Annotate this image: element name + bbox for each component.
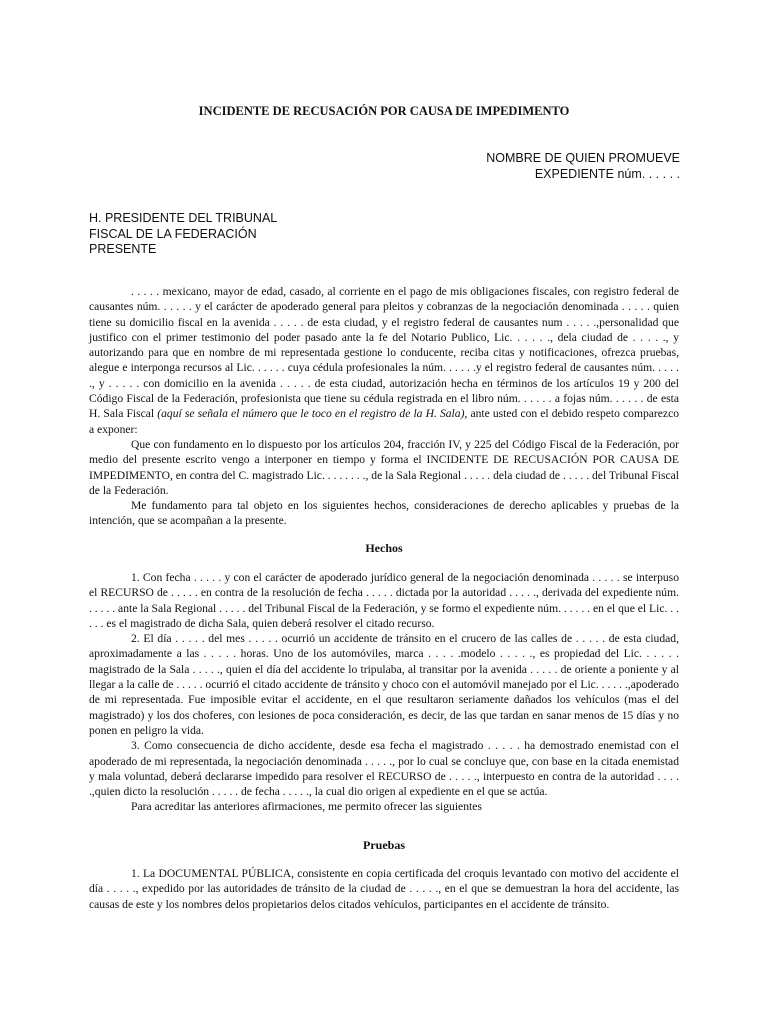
addressee-line: PRESENTE — [89, 242, 157, 256]
promovente-name-line: NOMBRE DE QUIEN PROMUEVE — [486, 151, 680, 165]
document-title: INCIDENTE DE RECUSACIÓN POR CAUSA DE IMPEDIMENTO — [198, 104, 570, 118]
intro-text-a: . . . . . mexicano, mayor de edad, casado, al corriente en el pago de mis obligaciones fiscales, con registro federal de causantes núm. . . . . . y el carácter de apoderado general para pleitos y cobranzas de la negociación denominada . . . . . quien tiene su domicilio fiscal en la avenida . . . . . de esta ciudad, y el registro federal de causantes num . . . . .,personalidad que justifico con el primer testimonio del poder pasado ante la fe del Notario Publico, Lic. . . . . ., dela ciudad de . . . . ., y autorizando para que en nombre de mi representada gestione lo conducente, reciba citas y notificaciones, ofrezca pruebas, alegue e interponga recursos al Lic. . . . . . cuya cédula profesionales la núm. . . . . .y el registro federal de causantes núm. . . . . ., y . . . . . con domicilio en la avenida . . . . . de esta ciudad, autorización hecha en términos de los artículos 19 y 200 del Código Fiscal de la Federación, profesionista que tiene su cédula registrada en el libro núm. . . . . . a fojas núm. . . . . . de esta H. Sala Fiscal — [89, 285, 679, 421]
addressee-line: FISCAL DE LA FEDERACIÓN — [89, 226, 257, 241]
prueba-paragraph: 1. La DOCUMENTAL PÚBLICA, consistente en copia certificada del croquis levantado con motivo del accidente el día . . . . ., expedido por las autoridades de tránsito de la ciudad de . . . . ., en el que se demuestran la hora del accidente, las causas de este y los nombres delos propietarios delos citados vehículos, participantes en el accidente de tránsito. — [89, 867, 679, 911]
hechos-section — [89, 570, 679, 815]
pruebas-section — [89, 866, 679, 912]
intro-text-b: ante usted con el debido respeto comparezco a exponer: — [89, 407, 680, 436]
hecho-paragraph: 2. El día . . . . . del mes . . . . . ocurrió un accidente de tránsito en el crucero de las calles de . . . . . de esta ciudad, aproximadamente a las . . . . . horas. Uno de los automóviles, marca . . . . .modelo . . . . ., es propiedad del Lic. . . . . . magistrado de la Sala . . . . ., quien el día del accidente lo tripulaba, al transitar por la avenida . . . . . de oriente a poniente y al llegar a la calle de . . . . . ocurrió el citado accidente de tránsito y choco con el automóvil manejado por el Lic. . . . . .,apoderado de mi representada. Fue imposible evitar el accidente, en el que resultaron seriamente dañados los vehículos (mas el del magistrado) y los dos choferes, con lesiones de poca consideración, es decir, de las que tardan en sanar menos de 15 días y no ponen en peligro la vida. — [89, 632, 679, 737]
addressee-block — [89, 211, 277, 258]
intro-section — [89, 284, 679, 529]
hecho-paragraph: Para acreditar las anteriores afirmaciones, me permito ofrecer las siguientes — [131, 800, 482, 814]
pruebas-heading: Pruebas — [363, 838, 405, 852]
intro-italic-note: (aquí se señala el número que le toco en el registro de la H. Sala), — [157, 407, 468, 421]
intro-paragraph: Me fundamento para tal objeto en los siguientes hechos, consideraciones de derecho aplicables y pruebas de la intención, que se acompañan a la presente. — [89, 499, 679, 528]
hecho-paragraph: 1. Con fecha . . . . . y con el carácter de apoderado jurídico general de la negociación denominada . . . . . se interpuso el RECURSO de . . . . . en contra de la resolución de fecha . . . . . dictada por la autoridad . . . . ., derivada del expediente núm. . . . . . ante la Sala Regional . . . . . del Tribunal Fiscal de la Federación, y se formo el expediente núm. . . . . . en el que el Lic. . . . . . es el magistrado de dicha Sala, quien deberá resolver el citado recurso. — [89, 571, 679, 630]
promovente-block — [486, 150, 680, 182]
hechos-heading: Hechos — [365, 541, 403, 555]
intro-paragraph: Que con fundamento en lo dispuesto por los artículos 204, fracción IV, y 225 del Código Fiscal de la Federación, por medio del presente escrito vengo a interponer en tiempo y forma el INCIDENTE DE RECUSACIÓN POR CAUSA DE IMPEDIMENTO, en contra del C. magistrado Lic. . . . . . . ., de la Sala Regional . . . . . dela ciudad de . . . . . del Tribunal Fiscal de la Federación. — [89, 437, 679, 497]
intro-paragraph — [89, 284, 679, 437]
expediente-line: EXPEDIENTE núm. . . . . . — [534, 167, 680, 181]
hecho-paragraph: 3. Como consecuencia de dicho accidente, desde esa fecha el magistrado . . . . . ha demostrado enemistad con el apoderado de mi representada, la negociación denominada . . . . ., por lo cual se concluye que, con base en la citada enemistad y mala voluntad, deberá declararse impedido para resolver el RECURSO de . . . . ., interpuesto en contra de la autoridad . . . . .,quien dicto la resolución . . . . . de fecha . . . . ., la cual dio origen al expediente en el que se actúa. — [89, 739, 679, 799]
addressee-line: H. PRESIDENTE DEL TRIBUNAL — [89, 211, 278, 225]
